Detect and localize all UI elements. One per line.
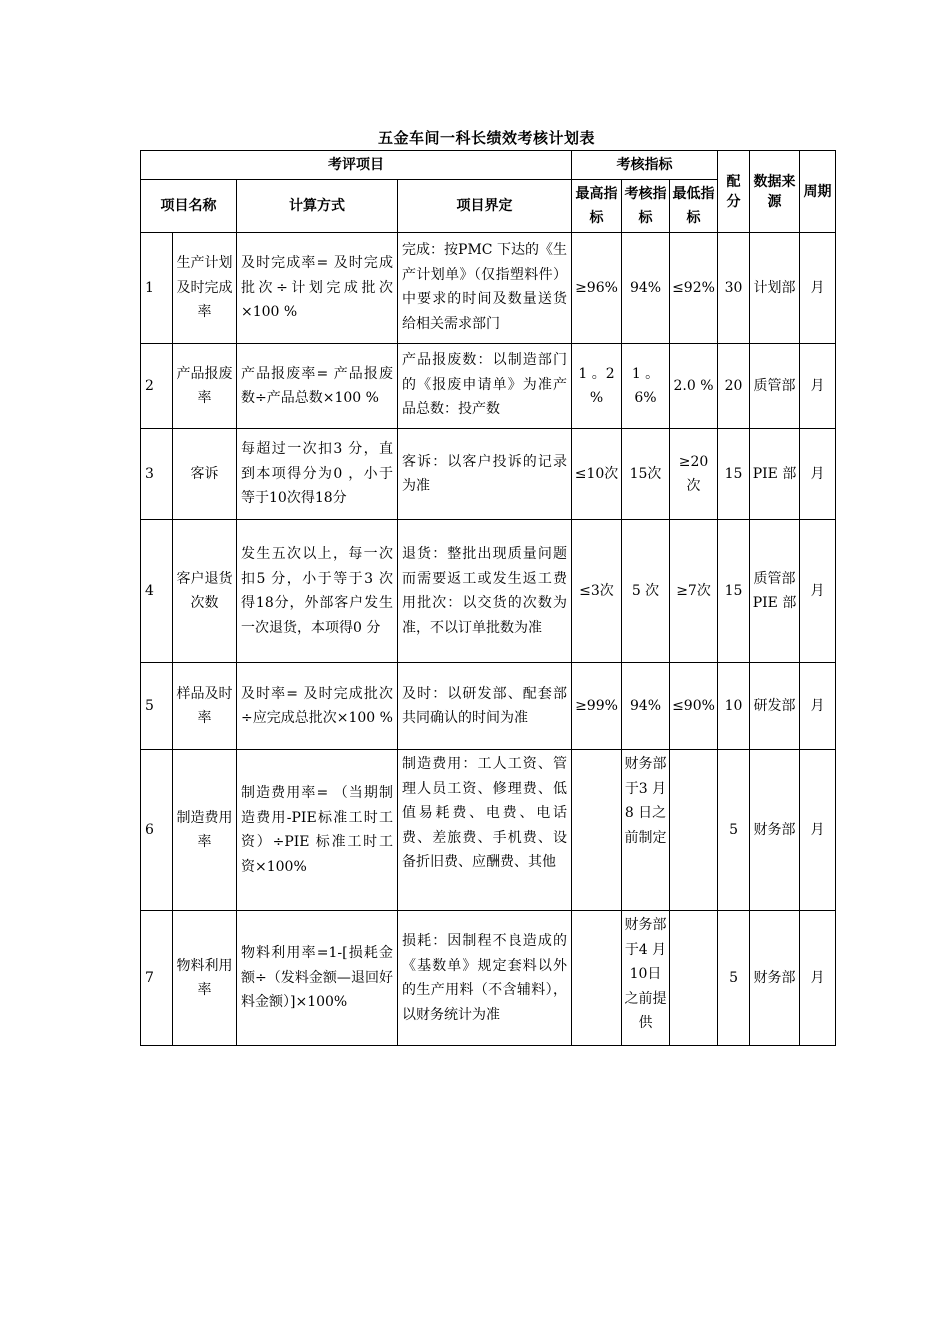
header-target: 考核指标 (622, 180, 670, 233)
row-min: ≤92% (670, 233, 718, 344)
row-no: 7 (141, 911, 173, 1046)
row-calc: 发生五次以上，每一次扣5 分，小于等于3 次得18分，外部客户发生一次退货，本项得0 分 (237, 520, 398, 663)
row-source: 财务部 (750, 911, 800, 1046)
row-min (670, 911, 718, 1046)
row-period: 月 (800, 750, 836, 911)
row-no: 3 (141, 429, 173, 520)
header-score: 配分 (718, 151, 750, 233)
row-name: 物料利用率 (173, 911, 237, 1046)
row-score: 5 (718, 911, 750, 1046)
table-row (141, 663, 836, 750)
row-target-text: 财务部于4 月10日之前提供 (624, 917, 667, 1031)
row-score: 15 (718, 520, 750, 663)
row-period: 月 (800, 911, 836, 1046)
row-target: 94% (622, 233, 670, 344)
row-name: 生产计划及时完成率 (173, 233, 237, 344)
row-period: 月 (800, 429, 836, 520)
row-min: 2.0 % (670, 344, 718, 429)
row-name: 客户退货次数 (173, 520, 237, 663)
row-period: 月 (800, 663, 836, 750)
row-source: 质管部 (750, 344, 800, 429)
row-define-text: 完成：按PMC 下达的《生产计划单》（仅指塑料件）中要求的时间及数量送货给相关需求部门 (402, 242, 567, 332)
header-define: 项目界定 (398, 180, 572, 233)
row-target: 15次 (622, 429, 670, 520)
row-target: 5 次 (622, 520, 670, 663)
row-min: ≤90% (670, 663, 718, 750)
row-target (622, 750, 670, 911)
header-calc: 计算方式 (237, 180, 398, 233)
row-period: 月 (800, 233, 836, 344)
row-target: 94% (622, 663, 670, 750)
row-define: 退货：整批出现质量问题而需要返工或发生返工费用批次：以交货的次数为准，不以订单批数为准 (398, 520, 572, 663)
row-no: 2 (141, 344, 173, 429)
kpi-table (140, 150, 836, 1046)
page-title: 五金车间一科长绩效考核计划表 (377, 129, 595, 147)
header-source: 数据来源 (750, 151, 800, 233)
row-target (622, 911, 670, 1046)
row-source: 质管部 PIE 部 (750, 520, 800, 663)
row-min: ≥20次 (670, 429, 718, 520)
row-define-text: 产品报废数：以制造部门的《报废申请单》为准产品总数：投产数 (402, 352, 567, 417)
row-define-text: 制造费用：工人工资、管理人员工资、修理费、低值易耗费、电费、电话费、差旅费、手机费、设备折旧费、应酬费、其他 (402, 756, 567, 870)
table-row (141, 750, 836, 911)
row-calc: 及时完成率= 及时完成批次÷计划完成批次×100 % (237, 233, 398, 344)
row-source: 计划部 (750, 233, 800, 344)
row-max: ≤3次 (572, 520, 622, 663)
row-calc: 每超过一次扣3 分，直到本项得分为0 ，小于等于10次得18分 (237, 429, 398, 520)
row-name: 制造费用率 (173, 750, 237, 911)
table-row (141, 233, 836, 344)
header-eval-group: 考评项目 (141, 151, 572, 180)
row-max: 1 。2 % (572, 344, 622, 429)
row-name: 产品报废率 (173, 344, 237, 429)
header-period: 周期 (800, 151, 836, 233)
row-no: 5 (141, 663, 173, 750)
row-min (670, 750, 718, 911)
row-source: 研发部 (750, 663, 800, 750)
row-score: 10 (718, 663, 750, 750)
row-target: 1 。6% (622, 344, 670, 429)
row-name: 客诉 (173, 429, 237, 520)
table-row (141, 429, 836, 520)
row-period: 月 (800, 344, 836, 429)
header-index-group: 考核指标 (572, 151, 718, 180)
row-name: 样品及时率 (173, 663, 237, 750)
row-no: 6 (141, 750, 173, 911)
row-no: 4 (141, 520, 173, 663)
row-define (398, 344, 572, 429)
row-source: 财务部 (750, 750, 800, 911)
row-score: 15 (718, 429, 750, 520)
row-score: 5 (718, 750, 750, 911)
row-calc: 及时率= 及时完成批次÷应完成总批次×100 % (237, 663, 398, 750)
header-row-1 (141, 151, 836, 180)
row-define (398, 233, 572, 344)
row-score: 30 (718, 233, 750, 344)
header-min: 最低指标 (670, 180, 718, 233)
table-row (141, 344, 836, 429)
table-row (141, 911, 836, 1046)
row-max: ≤10次 (572, 429, 622, 520)
row-target-text: 财务部于3 月8 日之前制定 (624, 756, 667, 846)
row-max: ≥99% (572, 663, 622, 750)
row-source: PIE 部 (750, 429, 800, 520)
row-calc: 制造费用率= （当期制造费用-PIE标准工时工资）÷PIE 标准工时工资×100% (237, 750, 398, 911)
row-define: 客诉：以客户投诉的记录为准 (398, 429, 572, 520)
row-max: ≥96% (572, 233, 622, 344)
row-period: 月 (800, 520, 836, 663)
row-calc: 产品报废率= 产品报废数÷产品总数×100 % (237, 344, 398, 429)
row-score: 20 (718, 344, 750, 429)
row-min: ≥7次 (670, 520, 718, 663)
header-name: 项目名称 (141, 180, 237, 233)
row-max (572, 750, 622, 911)
row-max (572, 911, 622, 1046)
row-define (398, 750, 572, 911)
row-define: 及时：以研发部、配套部共同确认的时间为准 (398, 663, 572, 750)
row-no: 1 (141, 233, 173, 344)
table-row (141, 520, 836, 663)
header-max: 最高指标 (572, 180, 622, 233)
row-define: 损耗：因制程不良造成的《基数单》规定套料以外的生产用料（不含辅料），以财务统计为准 (398, 911, 572, 1046)
row-calc: 物料利用率=1-[损耗金额÷（发料金额—退回好料金额）]×100% (237, 911, 398, 1046)
